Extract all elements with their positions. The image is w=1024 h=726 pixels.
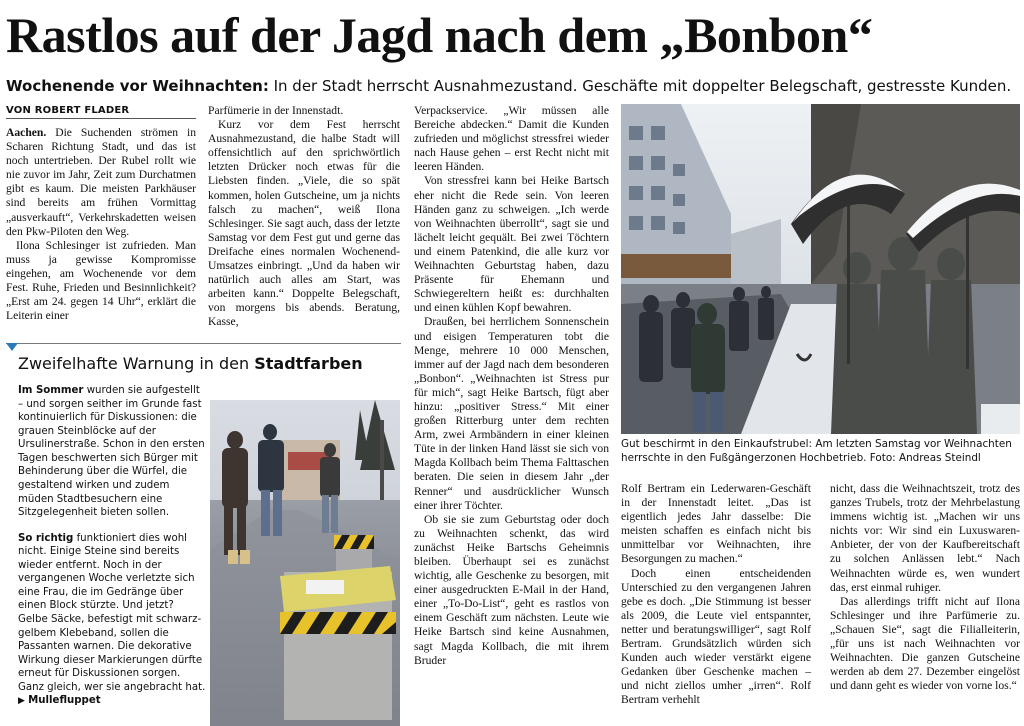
subhead-text: In der Stadt herrscht Ausnahmezustand. Geschäfte mit doppelter Belegschaft, gestresste Kunden.: [268, 77, 1012, 95]
paragraph: Draußen, bei herrlichem Sonnenschein und eisigen Temperaturen tobt die Menge, mehrere 10 000 Menschen, immer auf der Jagd nach dem besonderen „Bonbon“. „Weihnachten ist Stress pur für mich“, sagt Heike Bartsch, fügt aber hinzu: „positiver Stress.“ Mit einer großen Ritterburg unter dem rechten Arm, zwei Armbändern in einer kleinen Tüte in der linken Hand lässt sie sich von Magda Kollbach beim Thema Falttaschen beraten. Die seien in diesem Jahr „der Renner“ und ausdrücklicher Wunsch einer ihrer Töchter.: [414, 315, 609, 512]
dateline: Aachen.: [6, 126, 47, 139]
paragraph: nicht, dass die Weihnachtszeit, trotz des ganzes Trubels, trotz der Mehrbelastung immens wichtig ist. „Machen wir uns nichts vor: Wir sind ein Luxuswaren-Anbieter, der von der Kaufbereitschaft zu solchen Anlässen lebt.“ Nach Weihnachten würde es, wen wundert das, erst einmal ruhiger.: [830, 482, 1020, 594]
box-lead: So richtig: [18, 532, 74, 544]
box-title-bold: Stadtfarben: [254, 354, 363, 373]
paragraph: Das allerdings trifft nicht auf Ilona Schlesinger und ihre Parfümerie zu. „Schauen Sie“, sagt die Filialleiterin, „für uns ist nach Weihnachten vor Weihnachten. Die ganzen Gutscheine werden ab dem 27. Dezember eingelöst und dann geht es wieder von vorne los.“: [830, 594, 1020, 693]
signature-arrow-icon: ▶: [18, 696, 25, 707]
byline: VON ROBERT FLADER: [6, 105, 196, 119]
shopping-street-photo: [621, 104, 1020, 434]
box-title-plain: Zweifelhafte Warnung in den: [18, 354, 255, 373]
box-paragraph-text: wurden sie aufgestellt – und sorgen seither im Grunde fast kontinuierlich für Diskussionen: die grauen Steinblöcke auf der Ursulinerstraße. Schon in den ersten Tagen beschwerten sich Bürger mit Behinderung über die Würfel, die gestaltend wirken und zudem müden Stadtbesuchern eine Sitzgelegenheit bieten sollen.: [18, 385, 205, 519]
article-column-2: [208, 104, 400, 330]
box-paragraph-text: funktioniert dies wohl nicht. Einige Steine sind bereits wieder entfernt. Noch in der vergangenen Woche verletzte sich eine Frau, die im Gedränge über einen Block stürzte. Und jetzt? Gelbe Säcke, befestigt mit schwarz-gelbem Klebeband, sollen die Passanten warnen. Die dekorative Wirkung dieser Markierungen dürfte erneut für Diskussionen sorgen. Ganz gleich, wer sie angebracht hat.: [18, 532, 206, 693]
box-paragraph: [18, 532, 206, 709]
paragraph: Ob sie sie zum Geburtstag oder doch zu Weihnachten schenkt, das wird zunächst Heike Bartschs Geheimnis bleiben. Überhaupt sei es zunächst wichtig, alle Geschenke zu besorgen, mit einer ausgedruckten E-Mail in der Hand, einer „To-Do-List“, geht es rastlos von einem Geschäft zum nächsten. Leute wie Heike Bartsch sind keine Ausnahmen, sagt Magda Kollbach, die mit ihrem Bruder: [414, 512, 609, 667]
paragraph: Parfümerie in der Innenstadt.: [208, 104, 344, 117]
subheadline: [6, 75, 1018, 97]
street-photo: [210, 400, 400, 726]
box-marker-icon: [6, 343, 18, 351]
sidebar-box: [6, 343, 401, 726]
article-column-3: [414, 104, 609, 668]
article-column-5: [830, 482, 1020, 693]
box-text: [18, 384, 206, 721]
article-column-4: [621, 482, 811, 708]
paragraph: Von stressfrei kann bei Heike Bartsch eher nicht die Rede sein. Von leeren Händen ganz zu schweigen. „Ich werde von Weihnachten überrollt“, sagt sie und lächelt leicht gequält. Bei zwei Töchtern und einem Patenkind, die alle kurz vor Weihnachten Geburtstag haben, dazu Präsente für Ehemann und Schwiegereltern heißt es: durchhalten und einen kühlen Kopf bewahren.: [414, 174, 609, 315]
author-signature: Mullefluppet: [28, 695, 101, 707]
paragraph: Rolf Bertram ein Lederwaren-Geschäft in der Innenstadt leitet. „Das ist eigentlich jedes Jahr dasselbe: Die meisten schaffen es einfach nicht bis unmittelbar vor Weihnachten, ihre Besorgungen zu machen.“: [621, 482, 811, 566]
photo-caption: Gut beschirmt in den Einkaufstrubel: Am letzten Samstag vor Weihnachten herrschte in den Fußgängerzonen Hochbetrieb. Foto: Andreas Steindl: [621, 438, 1012, 464]
box-title: [18, 354, 363, 374]
paragraph: Doch einen entscheidenden Unterschied zu den vergangenen Jahren gebe es doch. „Die Stimmung ist besser als 2009, die Leute viel entspannter, netter und beratungswilliger“, sagt Rolf Bertram. Grundsätzlich würden sich Kunden auch wieder verstärkt eigene Gedanken über Geschenke machen – und nicht ziellos umher „irren“. Rolf Bertram verhehlt: [621, 566, 811, 707]
headline: Rastlos auf der Jagd nach dem „Bonbon“: [6, 7, 873, 63]
subhead-lead: Wochenende vor Weihnachten:: [6, 77, 269, 95]
box-paragraph: [18, 384, 206, 520]
paragraph-text: Die Suchenden strömen in Scharen Richtung Stadt, und das ist noch untertrieben. Der Rubel rollt wie nie zuvor im Jahr, Zeit zum Durchatmen gibt es kaum. Die meisten Parkhäuser sind bereits am frühen Vormittag „ausverkauft“, Verkehrskadetten weisen den Pkw-Piloten den Weg.: [6, 126, 196, 238]
paragraph: Kurz vor dem Fest herrscht Ausnahmezustand, die halbe Stadt will offensichtlich auf den sprichwörtlich letzten Drücker noch etwas für die Liebsten finden. „Viele, die so spät kommen, holen Gutscheine, um ja nichts falsch zu machen“, weiß Ilona Schlesinger. Sie sagt auch, dass der letzte Samstag vor dem Fest gut und gerne das Dreifache eines normalen Wochenend-Umsatzes einbringt. „Und da haben wir natürlich auch alles am Start, was arbeiten kann.“ Doppelte Belegschaft, von morgens bis abends. Beratung, Kasse,: [208, 118, 400, 329]
paragraph: Ilona Schlesinger ist zufrieden. Man muss ja gewisse Kompromisse eingehen, am Wochenende vor dem Fest. Ruhe, Frieden und Besinnlichkeit? „Erst am 24. gegen 14 Uhr“, erklärt die Leiterin einer: [6, 238, 196, 323]
box-lead: Im Sommer: [18, 385, 84, 396]
paragraph: [6, 126, 196, 239]
article-column-1: [6, 126, 196, 323]
paragraph: Verpackservice. „Wir müssen alle Bereiche abdecken.“ Damit die Kunden zufrieden und möglichst stressfrei wieder nach Hause gehen – erst Recht nicht mit leeren Händen.: [414, 104, 609, 174]
